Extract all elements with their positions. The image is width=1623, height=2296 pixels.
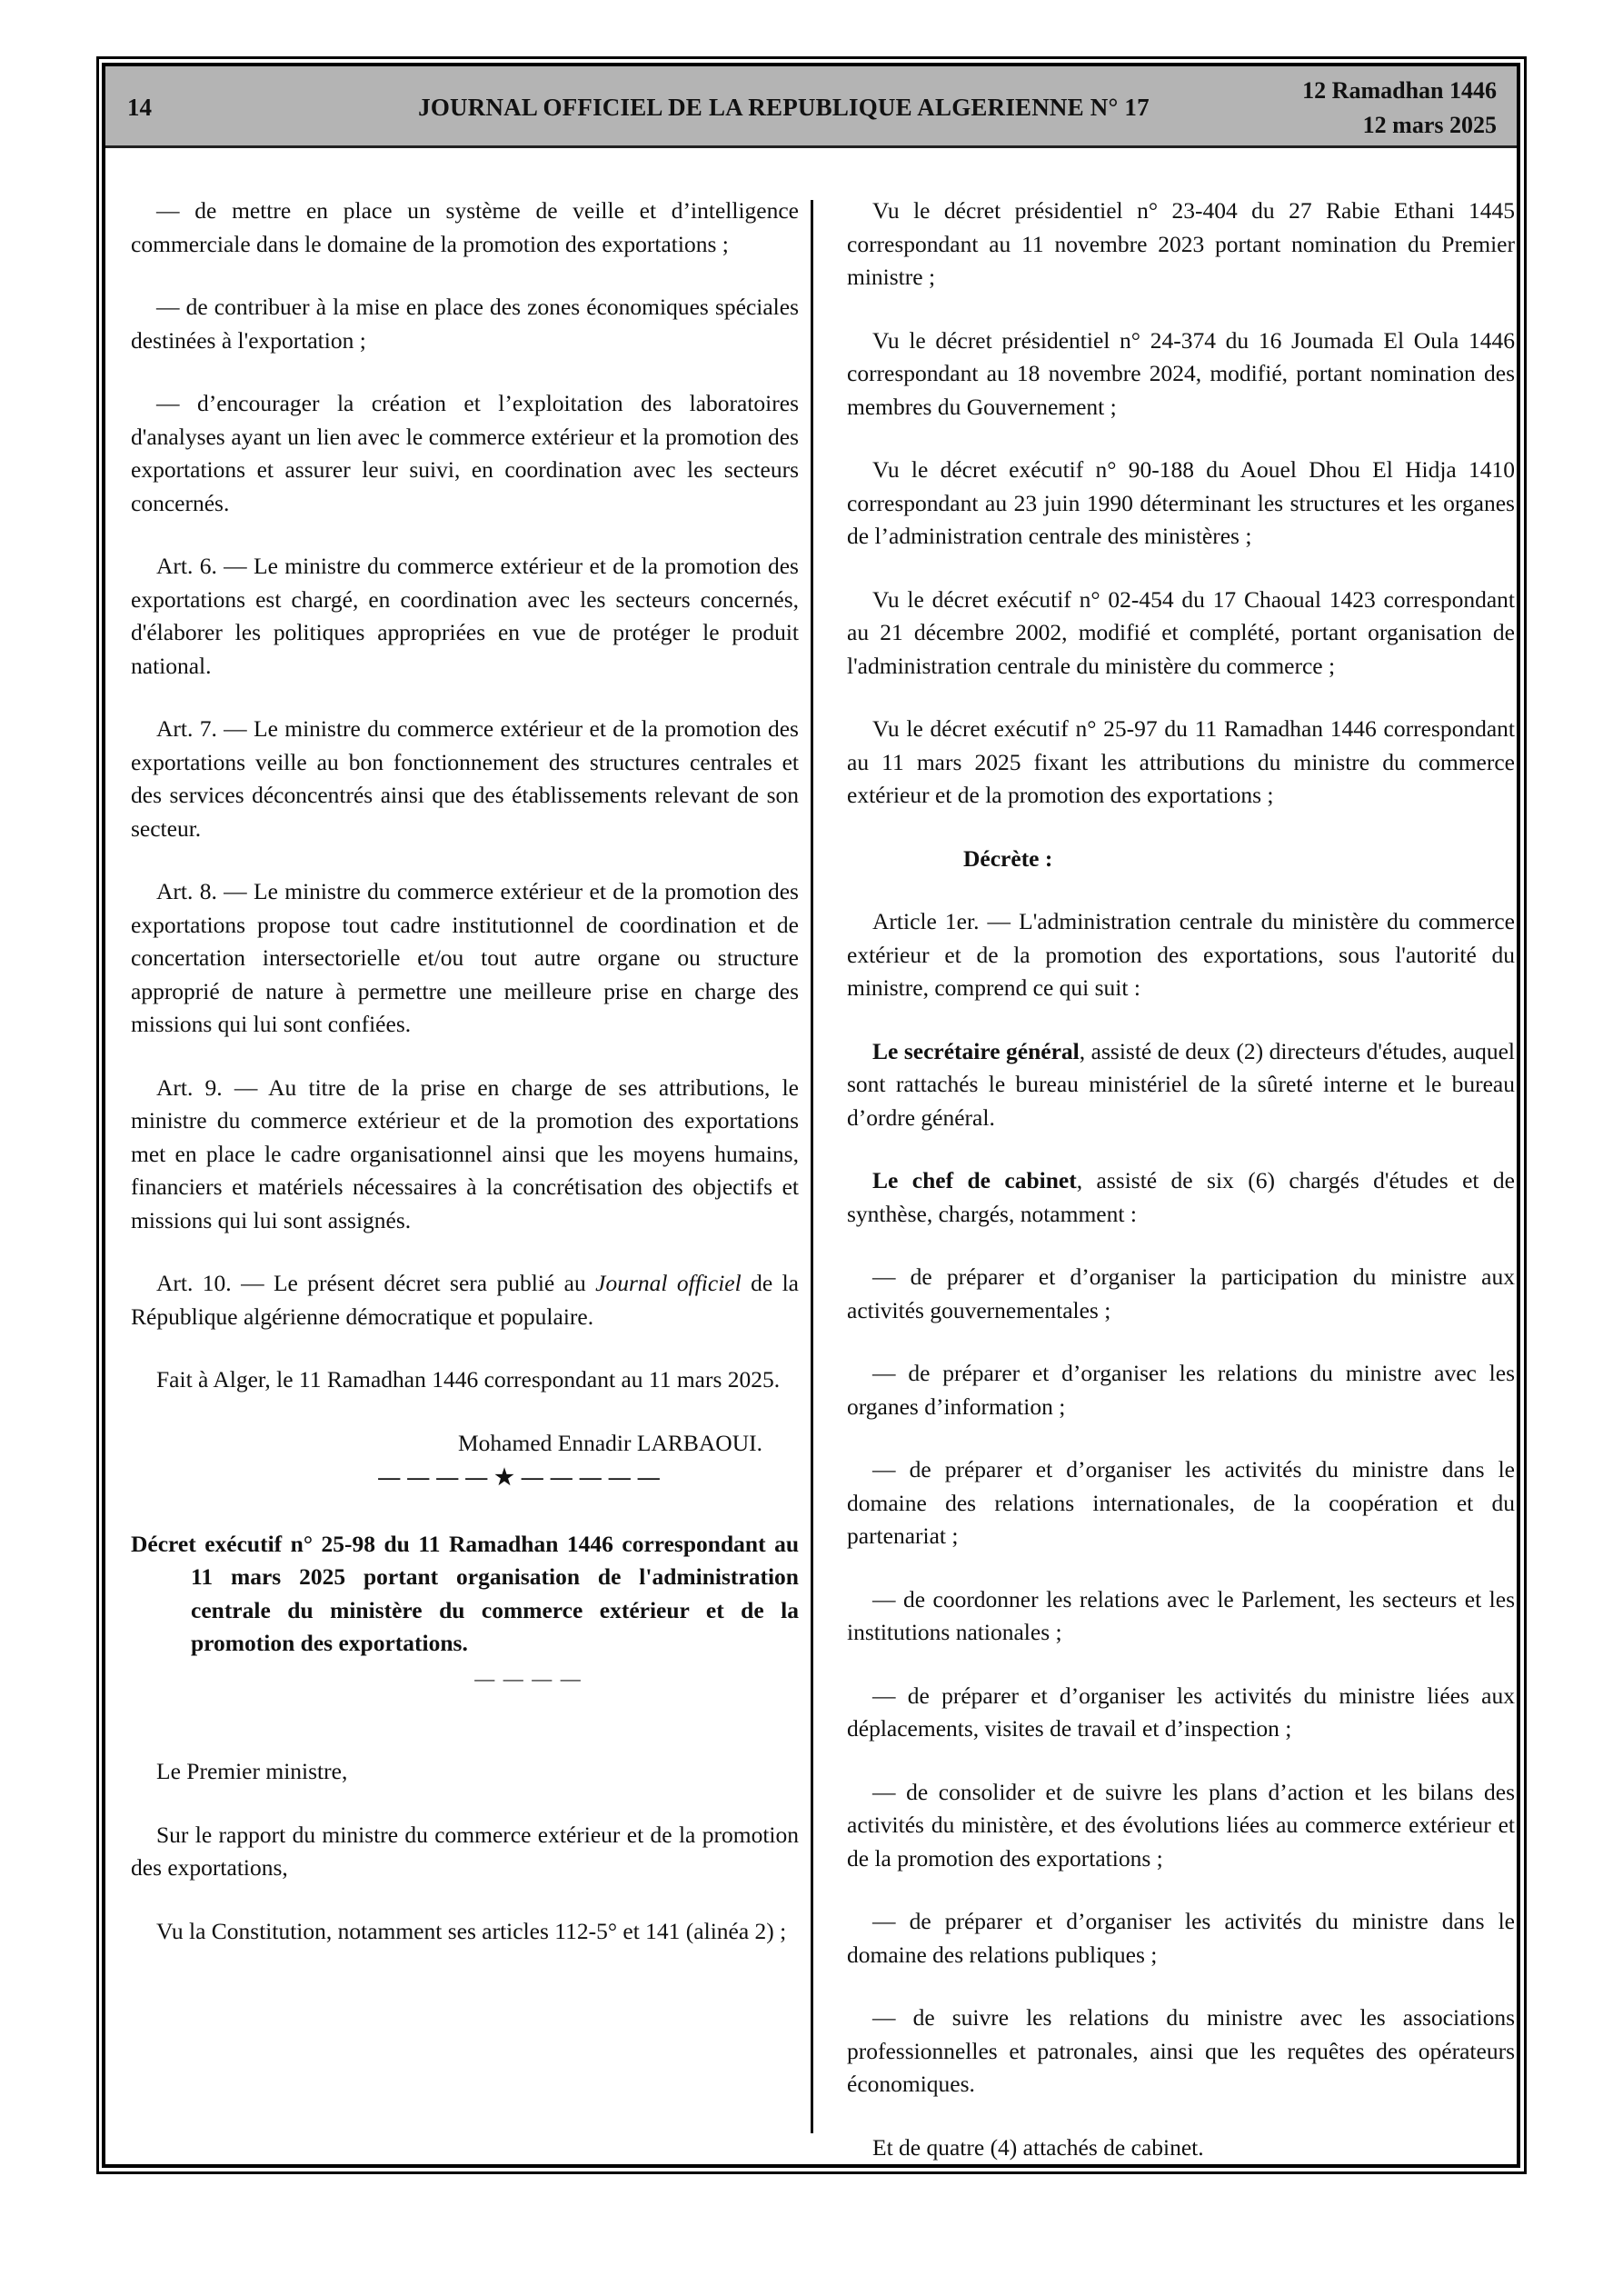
cc-label: Le chef de cabinet bbox=[872, 1167, 1077, 1193]
article-1: Article 1er. — L'administration centrale du ministère du commerce extérieur et de la promotion des exportations, sous l'autorité du ministre, comprend ce qui suit : bbox=[847, 908, 1515, 1001]
article-6: Art. 6. — Le ministre du commerce extérieur et de la promotion des exportations est chargé, en coordination avec les secteurs concernés, d'élaborer les politiques appropriées en vue de protéger le produit national. bbox=[131, 553, 799, 679]
journal-officiel-italic: Journal officiel bbox=[595, 1270, 742, 1296]
mission-item: — de préparer et d’organiser la participation du ministre aux activités gouvernementales ; bbox=[847, 1263, 1515, 1323]
page-number: 14 bbox=[127, 94, 152, 121]
decree-title: Décret exécutif n° 25-98 du 11 Ramadhan 1446 correspondant au 11 mars 2025 portant organisation de l'administration centrale du ministère du commerce extérieur et de la promotion des exportations. bbox=[131, 1530, 799, 1656]
date-gregorian: 12 mars 2025 bbox=[1362, 112, 1497, 138]
preamble-item: Le Premier ministre, bbox=[156, 1758, 348, 1784]
article-10 bbox=[131, 1267, 799, 1333]
visa-item: Vu le décret exécutif n° 02-454 du 17 Chaoual 1423 correspondant au 21 décembre 2002, modifié et complété, portant organisation de l'administration centrale du ministère du commerce ; bbox=[847, 585, 1515, 679]
mission-item: — de coordonner les relations avec le Parlement, les secteurs et les institutions nationales ; bbox=[847, 1585, 1515, 1645]
mission-item: — de suivre les relations du ministre avec les associations professionnelles et patronales, ainsi que les requêtes des opérateurs économiques. bbox=[847, 2004, 1515, 2097]
list-item: — de mettre en place un système de veille et d’intelligence commerciale dans le domaine de la promotion des exportations ; bbox=[131, 197, 799, 257]
right-column bbox=[847, 195, 1515, 2194]
fait-a-alger: Fait à Alger, le 11 Ramadhan 1446 correspondant au 11 mars 2025. bbox=[156, 1366, 781, 1393]
preamble-item: Vu la Constitution, notamment ses articles 112-5° et 141 (alinéa 2) ; bbox=[156, 1917, 787, 1944]
mission-item: — de préparer et d’organiser les activités du ministre dans le domaine des relations internationales, de la coopération et du partenariat ; bbox=[847, 1456, 1515, 1549]
mission-item: — de préparer et d’organiser les activités du ministre liées aux déplacements, visites de travail et d’inspection ; bbox=[847, 1682, 1515, 1742]
closing-line: Et de quatre (4) attachés de cabinet. bbox=[872, 2133, 1204, 2161]
mission-item: — de préparer et d’organiser les relations du ministre avec les organes d’information ; bbox=[847, 1360, 1515, 1420]
journal-title: JOURNAL OFFICIEL DE LA REPUBLIQUE ALGERIENNE N° 17 bbox=[418, 94, 1150, 121]
list-item: — d’encourager la création et l’exploitation des laboratoires d'analyses ayant un lien avec le commerce extérieur et la promotion des exportations et assurer leur suivi, en coordination avec les secteurs concernés. bbox=[131, 390, 799, 516]
cc-text: , assisté de six (6) chargés d'études et de synthèse, chargés, notamment : bbox=[847, 1167, 1515, 1227]
visa-item: Vu le décret exécutif n° 25-97 du 11 Ramadhan 1446 correspondant au 11 mars 2025 fixant les attributions du ministre du commerce extérieur et de la promotion des exportations ; bbox=[847, 715, 1515, 808]
issue-dates bbox=[1302, 74, 1497, 143]
column-divider bbox=[811, 200, 813, 2133]
sg-label: Le secrétaire général bbox=[872, 1037, 1080, 1064]
article-7: Art. 7. — Le ministre du commerce extérieur et de la promotion des exportations veille au bon fonctionnement des structures centrales et des services déconcentrés ainsi que des établissements relevant de son secteur. bbox=[131, 715, 799, 842]
visa-item: Vu le décret présidentiel n° 23-404 du 27 Rabie Ethani 1445 correspondant au 11 novembre 2023 portant nomination du Premier ministre ; bbox=[847, 197, 1515, 290]
secretaire-general bbox=[847, 1035, 1515, 1135]
article-10-text: Art. 10. — Le présent décret sera publié au bbox=[156, 1270, 596, 1296]
chef-de-cabinet bbox=[847, 1164, 1515, 1231]
visa-item: Vu le décret exécutif n° 90-188 du Aouel Dhou El Hidja 1410 correspondant au 23 juin 1990 déterminant les structures et les organes de l’administration centrale des ministères ; bbox=[847, 456, 1515, 549]
date-hijri: 12 Ramadhan 1446 bbox=[1302, 77, 1497, 104]
article-8: Art. 8. — Le ministre du commerce extérieur et de la promotion des exportations propose tout cadre institutionnel de coordination et de concertation intersectorielle et/ou tout autre organe ou structure approprié de nature à permettre une meilleure prise en charge des missions qui lui sont confiées. bbox=[131, 878, 799, 1037]
preamble-item: Sur le rapport du ministre du commerce extérieur et de la promotion des exportations, bbox=[131, 1821, 799, 1881]
article-9: Art. 9. — Au titre de la prise en charge de ses attributions, le ministre du commerce extérieur et de la promotion des exportations met en place le cadre organisationnel ainsi que les moyens humains, financiers et matériels nécessaires à la concrétisation des objectifs et missions qui lui sont assignés. bbox=[131, 1073, 799, 1233]
article-10-suffix: de la République algérienne démocratique et populaire. bbox=[131, 1270, 799, 1330]
mission-item: — de préparer et d’organiser les activités du ministre dans le domaine des relations publiques ; bbox=[847, 1908, 1515, 1968]
signature: Mohamed Ennadir LARBAOUI. bbox=[458, 1429, 762, 1456]
journal-header bbox=[105, 66, 1517, 148]
sg-text: , assisté de deux (2) directeurs d'études, auquel sont rattachés le bureau ministériel de la sûreté interne et le bureau d’ordre général. bbox=[847, 1037, 1516, 1131]
dash-separator: — — — — bbox=[474, 1666, 582, 1690]
mission-item: — de consolider et de suivre les plans d’action et les bilans des activités du ministère, et des évolutions liées au commerce extérieur et de la promotion des exportations ; bbox=[847, 1778, 1515, 1872]
decrete-heading: Décrète : bbox=[963, 844, 1053, 872]
star-separator: — — — — ★ — — — — — bbox=[378, 1466, 661, 1490]
visa-item: Vu le décret présidentiel n° 24-374 du 16 Joumada El Oula 1446 correspondant au 18 novembre 2024, modifié, portant nomination des membres du Gouvernement ; bbox=[847, 326, 1515, 420]
left-column bbox=[131, 195, 799, 1978]
list-item: — de contribuer à la mise en place des zones économiques spéciales destinées à l'exportation ; bbox=[131, 294, 799, 354]
